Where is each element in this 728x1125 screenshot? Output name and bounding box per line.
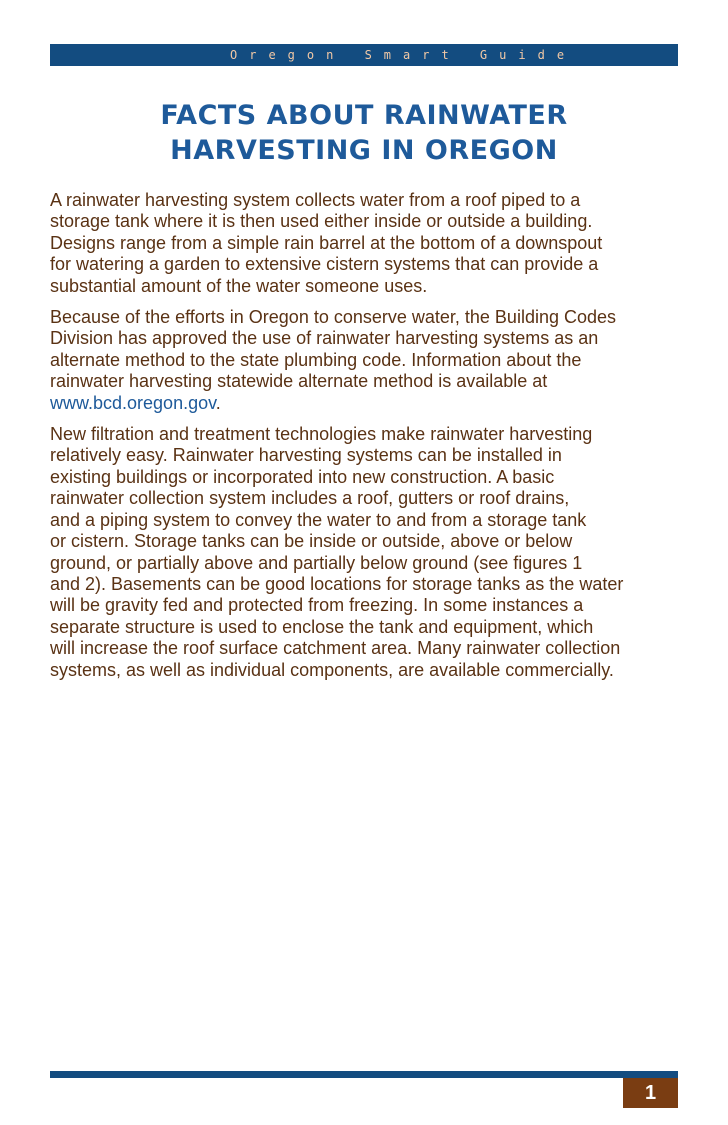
text-line: storage tank where it is then used either inside or outside a building. bbox=[50, 211, 593, 232]
text-line: substantial amount of the water someone uses. bbox=[50, 275, 428, 296]
page-number-badge: 1 bbox=[623, 1078, 678, 1108]
text-line: existing buildings or incorporated into new construction. A basic bbox=[50, 466, 555, 487]
text-line: Division has approved the use of rainwater harvesting systems as an bbox=[50, 328, 599, 349]
footer-bar bbox=[50, 1071, 678, 1078]
paragraph-1 bbox=[50, 190, 678, 297]
text-line: A rainwater harvesting system collects water from a roof piped to a bbox=[50, 190, 581, 210]
bcd-website-link[interactable]: www.bcd.oregon.gov bbox=[50, 392, 216, 413]
text-line: relatively easy. Rainwater harvesting systems can be installed in bbox=[50, 445, 562, 466]
text-line: for watering a garden to extensive cistern systems that can provide a bbox=[50, 254, 599, 275]
body-text bbox=[50, 190, 678, 691]
title-line-1: FACTS ABOUT RAINWATER bbox=[160, 100, 568, 131]
header-title: Oregon Smart Guide bbox=[230, 48, 577, 62]
text-line: and a piping system to convey the water to and from a storage tank bbox=[50, 509, 587, 530]
text-line: or cistern. Storage tanks can be inside or outside, above or below bbox=[50, 531, 573, 552]
page-title bbox=[50, 98, 678, 168]
header-bar bbox=[50, 44, 678, 66]
text-line: alternate method to the state plumbing code. Information about the bbox=[50, 349, 582, 370]
text-line: ground, or partially above and partially below ground (see figures 1 bbox=[50, 552, 583, 573]
text-line: will increase the roof surface catchment area. Many rainwater collection bbox=[50, 638, 621, 659]
link-punctuation: . bbox=[215, 392, 221, 413]
link-line bbox=[50, 393, 678, 414]
text-line: rainwater harvesting statewide alternate method is available at bbox=[50, 371, 548, 392]
text-line: separate structure is used to enclose the tank and equipment, which bbox=[50, 616, 594, 637]
text-line: rainwater collection system includes a roof, gutters or roof drains, bbox=[50, 488, 570, 509]
text-line: systems, as well as individual components, are available commercially. bbox=[50, 659, 614, 680]
paragraph-2 bbox=[50, 307, 678, 414]
text-line: and 2). Basements can be good locations for storage tanks as the water bbox=[50, 573, 624, 594]
text-line: Because of the efforts in Oregon to conserve water, the Building Codes bbox=[50, 307, 617, 328]
paragraph-3 bbox=[50, 424, 678, 681]
text-line: Designs range from a simple rain barrel at the bottom of a downspout bbox=[50, 232, 603, 253]
text-line: will be gravity fed and protected from freezing. In some instances a bbox=[50, 595, 584, 616]
text-line: New filtration and treatment technologies make rainwater harvesting bbox=[50, 424, 593, 445]
title-line-2: HARVESTING IN OREGON bbox=[170, 135, 558, 166]
